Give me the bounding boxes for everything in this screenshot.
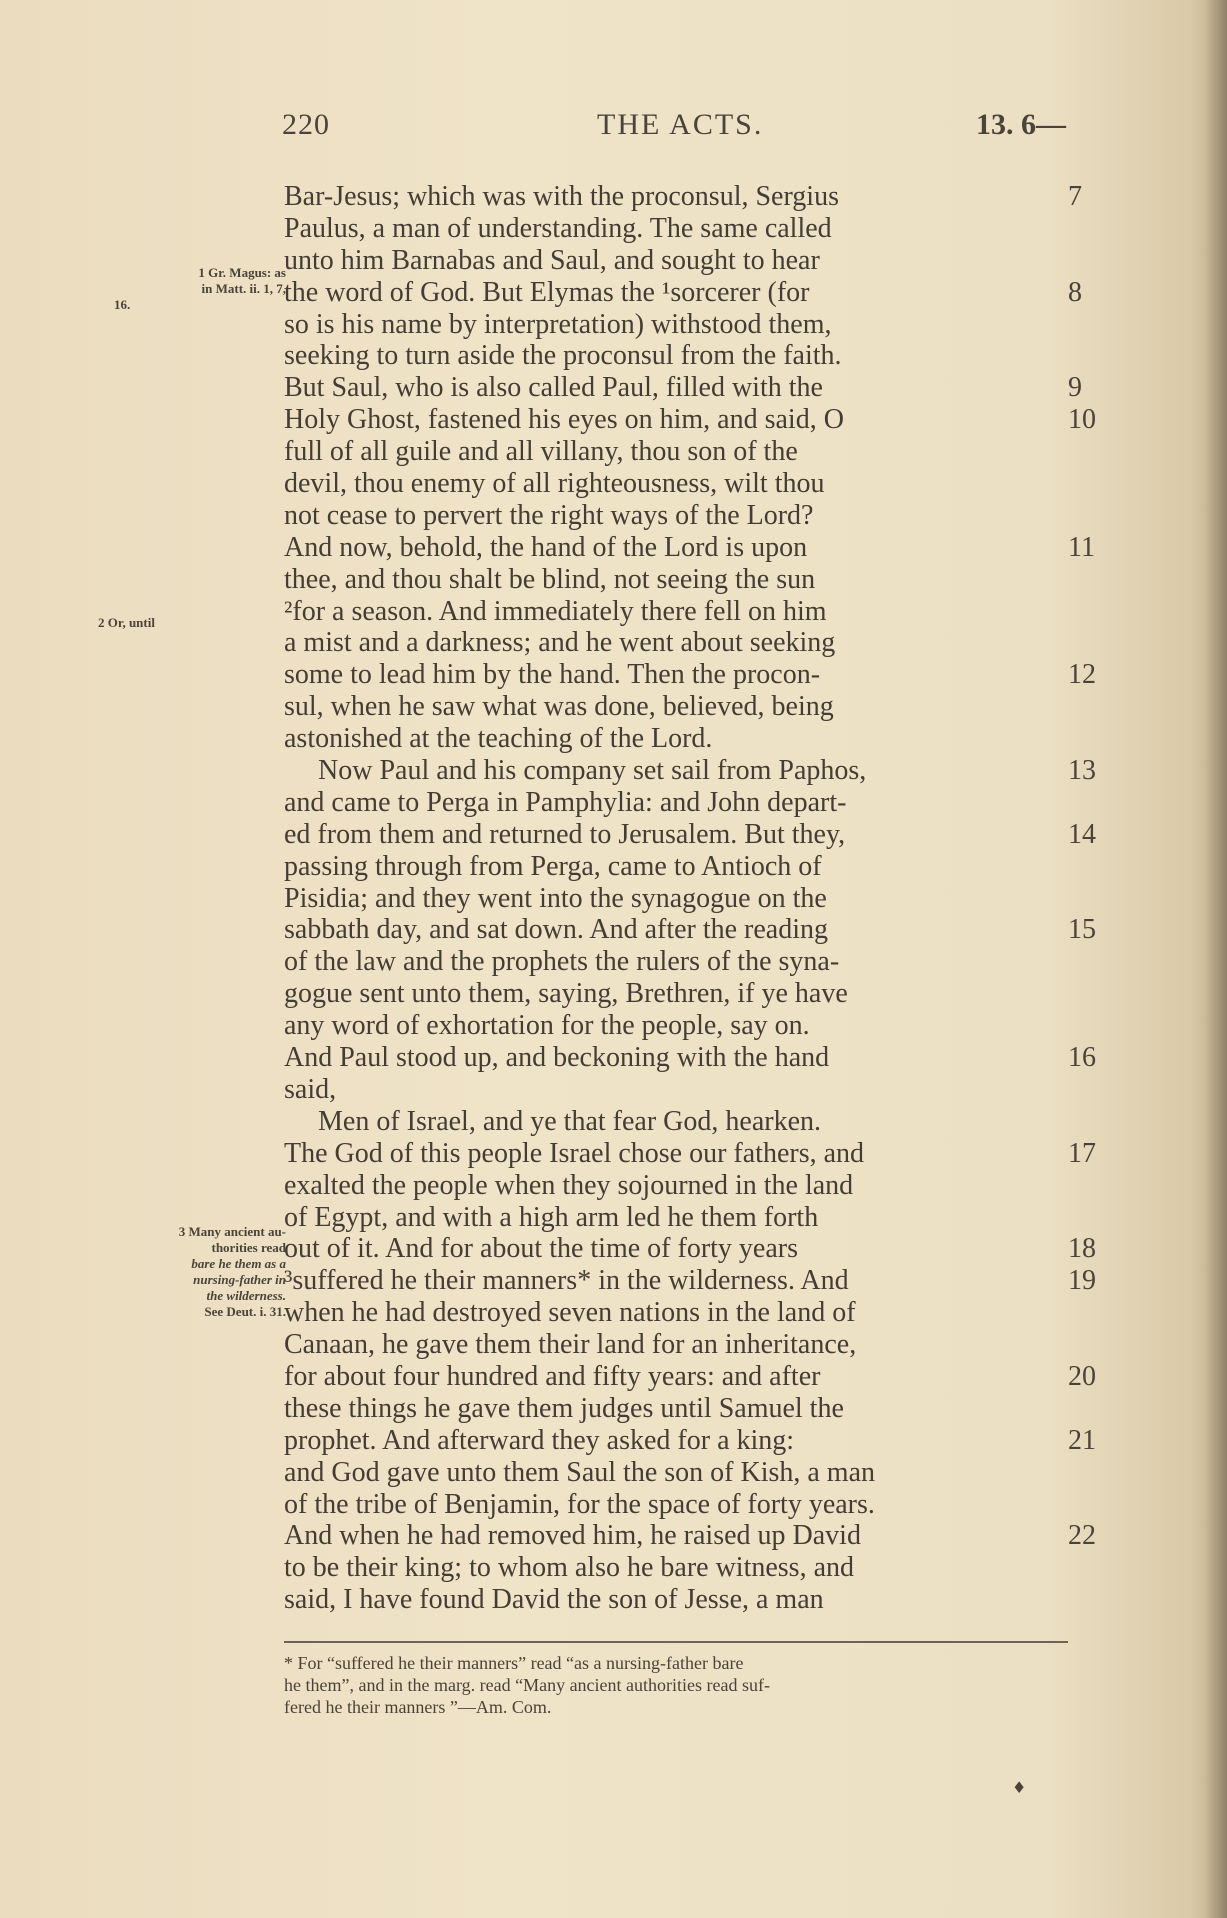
line-text: said,: [284, 1073, 337, 1105]
text-line: [284, 1170, 1064, 1202]
text-line: [284, 883, 1064, 915]
text-line: [284, 691, 1064, 723]
text-line: [284, 500, 1064, 532]
verse-number: 13: [1068, 755, 1096, 787]
margin-note-line: 3 Many ancient au-: [178, 1224, 286, 1239]
body-text: [284, 181, 1096, 1616]
line-text: of the law and the prophets the rulers of the syna-: [284, 946, 840, 978]
text-line: [284, 723, 1064, 755]
line-text: seeking to turn aside the proconsul from the faith.: [284, 340, 842, 372]
line-text: prophet. And afterward they asked for a king:: [284, 1424, 795, 1456]
line-text: when he had destroyed seven nations in the land of: [284, 1297, 856, 1329]
text-line: [284, 1010, 1064, 1042]
text-line: [284, 1552, 1064, 1584]
line-text: for about four hundred and fifty years: and after: [284, 1360, 821, 1392]
line-text: to be their king; to whom also he bare witness, and: [284, 1552, 854, 1584]
margin-note-line: 16.: [114, 297, 131, 312]
text-line: [284, 818, 1096, 851]
margin-note-line: 1 Gr. Magus: as: [198, 265, 286, 280]
verse-number: 22: [1068, 1520, 1096, 1552]
line-text: the word of God. But Elymas the ¹sorcerer (for: [284, 276, 810, 308]
margin-note-line: [96, 1288, 286, 1304]
line-text: And now, behold, the hand of the Lord is upon: [284, 531, 808, 563]
text-line: [284, 946, 1064, 978]
margin-note-2: [96, 615, 288, 631]
text-line: [284, 596, 1064, 628]
line-text: said, I have found David the son of Jesse, a man: [284, 1584, 824, 1616]
line-text: sabbath day, and sat down. And after the reading: [284, 914, 829, 946]
text-line: [284, 1202, 1064, 1234]
line-text: devil, thou enemy of all righteousness, wilt thou: [284, 468, 825, 500]
margin-note-italic: the wilderness.: [206, 1288, 286, 1303]
text-line: [284, 1042, 1096, 1074]
line-text: out of it. And for about the time of forty years: [284, 1233, 798, 1265]
line-text: sul, when he saw what was done, believed, being: [284, 691, 834, 723]
line-text: Canaan, he gave them their land for an inheritance,: [284, 1329, 857, 1361]
line-text: astonished at the teaching of the Lord.: [284, 723, 713, 755]
line-text: full of all guile and all villany, thou son of the: [284, 436, 798, 468]
text-line: [284, 787, 1064, 819]
line-text: of Egypt, and with a high arm led he them forth: [284, 1201, 819, 1233]
margin-note-line: thorities read: [211, 1240, 286, 1255]
verse-number: 19: [1068, 1265, 1096, 1297]
line-text: Paulus, a man of understanding. The same called: [284, 212, 832, 244]
line-text: any word of exhortation for the people, say on.: [284, 1010, 810, 1042]
text-line: [284, 245, 1064, 277]
text-line: [284, 1424, 1096, 1457]
line-text: thee, and thou shalt be blind, not seeing the sun: [284, 563, 816, 595]
text-line: [284, 1584, 1064, 1616]
text-line: [284, 755, 1096, 787]
text-line: [284, 1393, 1064, 1425]
text-line: [284, 468, 1064, 500]
footnote-line: he them”, and in the marg. read “Many ancient authorities read suf-: [284, 1675, 770, 1695]
line-text: and God gave unto them Saul the son of Kish, a man: [284, 1456, 876, 1488]
line-text: passing through from Perga, came to Antioch of: [284, 850, 822, 882]
line-text: Now Paul and his company set sail from Paphos,: [318, 755, 867, 787]
verse-number: 18: [1068, 1233, 1096, 1265]
text-line: [284, 276, 1082, 309]
verse-number: 8: [1068, 276, 1082, 308]
text-line: [284, 309, 1064, 341]
text-line: [284, 564, 1064, 596]
text-line: [284, 372, 1082, 404]
margin-note-line: in Matt. ii. 1, 7,: [201, 281, 286, 296]
line-text: Holy Ghost, fastened his eyes on him, and said, O: [284, 404, 844, 436]
page-number: 220: [282, 108, 330, 141]
margin-note-italic: bare he them as a: [191, 1256, 286, 1271]
verse-number: 9: [1068, 372, 1082, 404]
page-edge: [1205, 0, 1227, 1918]
line-text: And when he had removed him, he raised up David: [284, 1520, 861, 1552]
verse-number: 11: [1068, 531, 1095, 563]
verse-number: 14: [1068, 818, 1096, 850]
line-text: Pisidia; and they went into the synagogue on the: [284, 882, 827, 914]
verse-number: 12: [1068, 659, 1096, 691]
verse-number: 7: [1068, 181, 1082, 212]
text-line: [284, 627, 1064, 659]
line-text: ³suffered he their manners* in the wilderness. And: [284, 1265, 849, 1297]
footnote-rule: [284, 1641, 1068, 1643]
text-line: [284, 1297, 1064, 1329]
book-title: THE ACTS.: [597, 108, 764, 141]
text-line: [284, 1074, 1064, 1106]
running-header: [282, 108, 1066, 148]
margin-note-line: [96, 1256, 286, 1272]
margin-note-1: [96, 265, 286, 313]
text-line: [284, 659, 1096, 691]
line-text: ²for a season. And immediately there fell on him: [284, 595, 827, 627]
text-line: [284, 531, 1095, 564]
text-line: [284, 1329, 1064, 1361]
line-text: some to lead him by the hand. Then the procon-: [284, 659, 821, 691]
text-line: [284, 213, 1064, 245]
line-text: of the tribe of Benjamin, for the space of forty years.: [284, 1488, 875, 1520]
text-line: [284, 1489, 1064, 1521]
margin-note-3: [96, 1224, 286, 1320]
text-line: [284, 1457, 1064, 1489]
text-line: [284, 340, 1064, 372]
line-text: these things he gave them judges until Samuel the: [284, 1392, 844, 1424]
line-text: unto him Barnabas and Saul, and sought to hear: [284, 244, 820, 276]
verse-number: 15: [1068, 914, 1096, 946]
verse-number: 21: [1068, 1424, 1096, 1456]
text-line: [284, 1233, 1096, 1265]
line-text: a mist and a darkness; and he went about seeking: [284, 627, 836, 659]
footnote-line: * For “suffered he their manners” read “as a nursing-father bare: [284, 1653, 744, 1673]
text-line: [284, 1520, 1096, 1552]
verse-number: 10: [1068, 404, 1096, 436]
line-text: And Paul stood up, and beckoning with the hand: [284, 1042, 830, 1074]
line-text: The God of this people Israel chose our fathers, and: [284, 1137, 865, 1169]
text-line: [284, 1265, 1096, 1297]
text-line: [284, 181, 1082, 213]
text-line: [284, 1137, 1096, 1170]
text-line: [284, 851, 1064, 883]
text-line: [284, 1106, 1064, 1138]
chapter-reference: 13. 6—: [976, 108, 1066, 141]
footnote: [284, 1652, 1068, 1718]
bottom-ornament: ♦: [1012, 1778, 1027, 1797]
margin-note-italic: nursing-father in: [193, 1272, 286, 1287]
text-line: [284, 436, 1064, 468]
text-line: [284, 914, 1096, 946]
line-text: gogue sent unto them, saying, Brethren, if ye have: [284, 978, 848, 1010]
margin-note-line: See Deut. i. 31.: [204, 1304, 286, 1319]
line-text: Bar-Jesus; which was with the proconsul, Sergius: [284, 181, 839, 212]
line-text: But Saul, who is also called Paul, filled with the: [284, 372, 823, 404]
line-text: exalted the people when they sojourned in the land: [284, 1169, 854, 1201]
verse-number: 17: [1068, 1137, 1096, 1169]
line-text: so is his name by interpretation) withstood them,: [284, 308, 832, 340]
footnote-line: fered he their manners ”—Am. Com.: [284, 1697, 552, 1717]
margin-note-line: 2 Or, until: [98, 615, 155, 630]
line-text: and came to Perga in Pamphylia: and John depart-: [284, 786, 847, 818]
text-line: [284, 404, 1096, 436]
line-text: Men of Israel, and ye that fear God, hearken.: [318, 1105, 822, 1137]
verse-number: 16: [1068, 1042, 1096, 1074]
line-text: ed from them and returned to Jerusalem. But they,: [284, 818, 846, 850]
verse-number: 20: [1068, 1360, 1096, 1392]
margin-note-line: [96, 1272, 286, 1288]
text-line: [284, 1360, 1096, 1393]
text-line: [284, 978, 1064, 1010]
line-text: not cease to pervert the right ways of the Lord?: [284, 499, 814, 531]
